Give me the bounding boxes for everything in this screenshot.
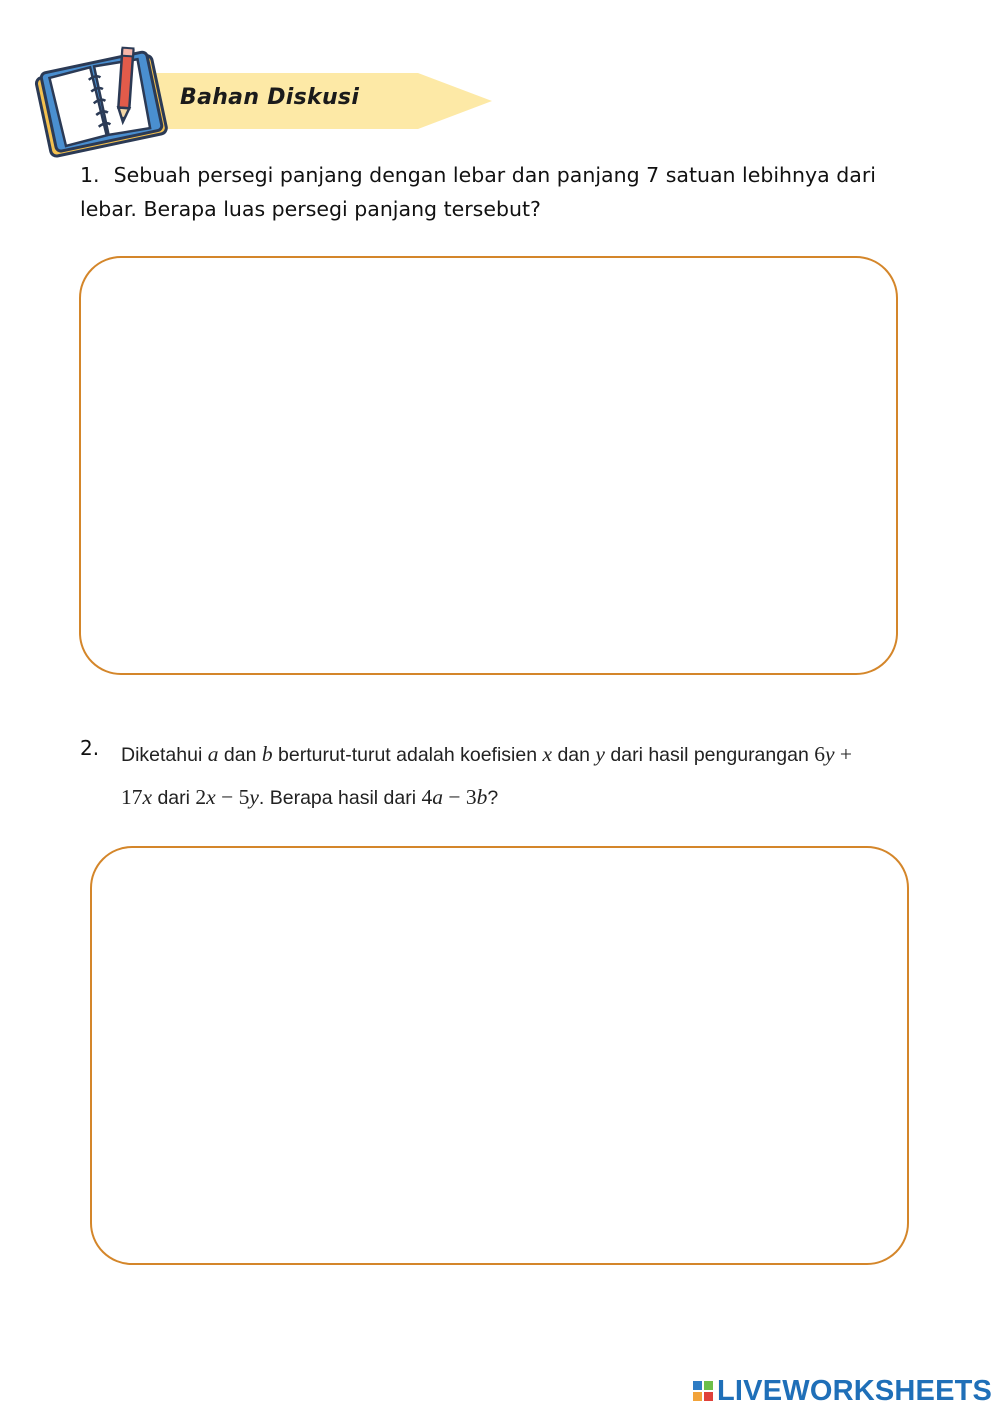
logo-square-green (703, 1380, 714, 1391)
liveworksheets-logo (692, 1374, 992, 1408)
answer-box-1[interactable] (79, 256, 898, 675)
liveworksheets-logo-icon (692, 1380, 714, 1402)
question-2-number: 2. (80, 736, 100, 760)
logo-square-red (703, 1391, 714, 1402)
logo-square-orange (692, 1391, 703, 1402)
question-1 (80, 158, 910, 226)
liveworksheets-brand: LIVEWORKSHEETS (717, 1374, 993, 1407)
notebook-pencil-icon (30, 44, 170, 164)
question-1-text: Sebuah persegi panjang dengan lebar dan panjang 7 satuan lebihnya dari lebar. Berapa luas persegi panjang tersebut? (80, 163, 876, 221)
logo-square-blue (692, 1380, 703, 1391)
answer-box-2[interactable] (90, 846, 909, 1265)
page-title: Bahan Diskusi (180, 85, 360, 110)
question-2-text: Diketahui a dan b berturut-turut adalah koefisien x dan y dari hasil pengurangan 6y + 17x dari 2x − 5y. Berapa hasil dari 4a − 3b? (121, 742, 853, 809)
header-banner (150, 73, 492, 129)
question-1-number: 1. (80, 163, 100, 187)
